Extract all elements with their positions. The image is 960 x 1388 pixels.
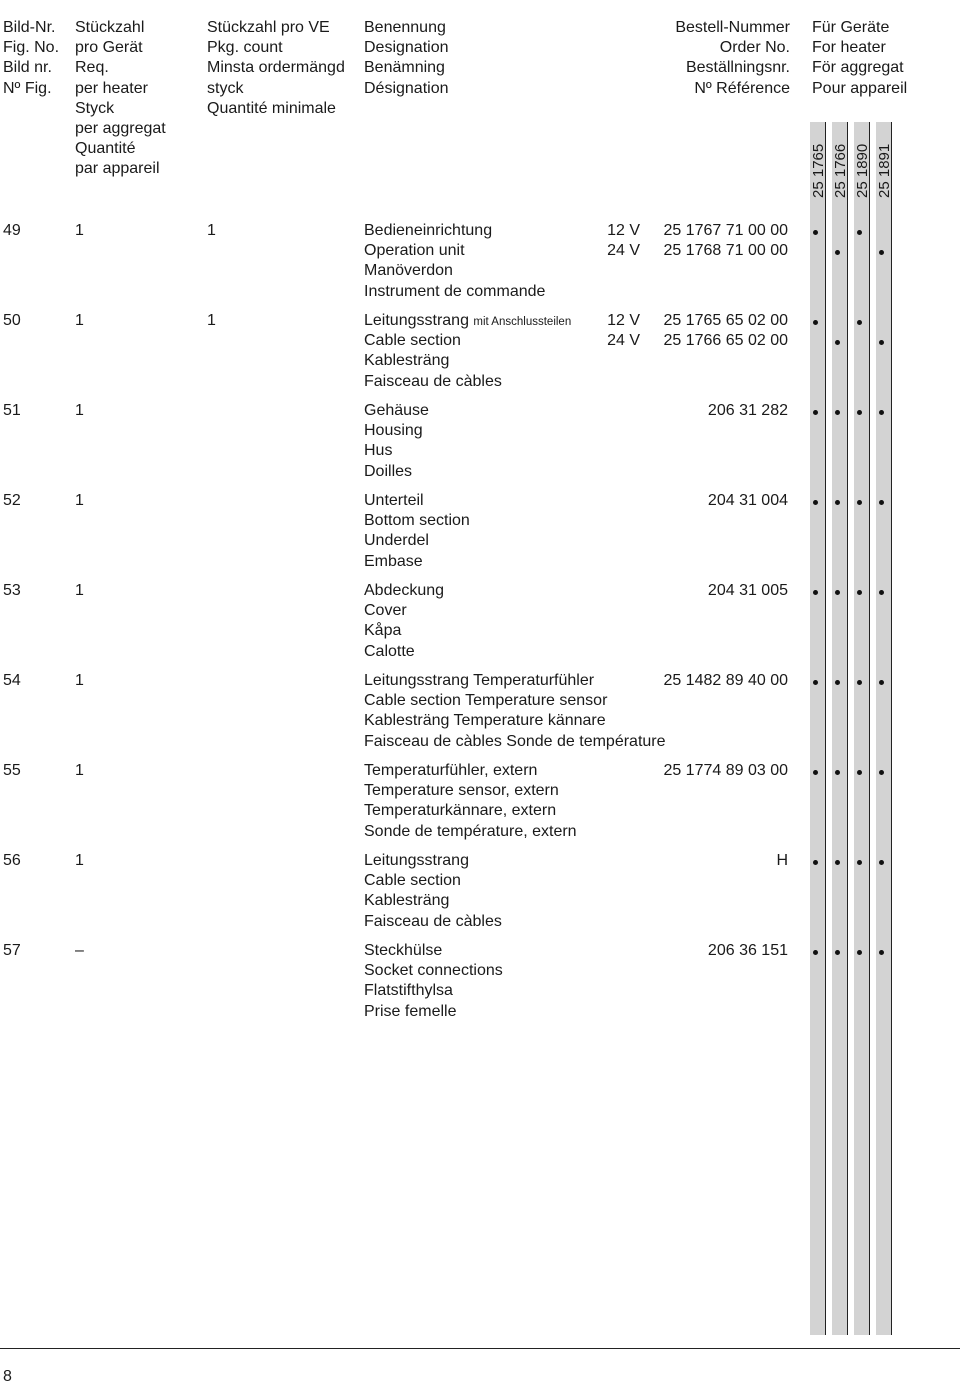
voltage: 12 V (607, 222, 640, 239)
designation-text: Faisceau de càbles (364, 372, 502, 390)
designation (364, 511, 470, 531)
designation (364, 761, 537, 781)
designation (364, 462, 412, 482)
voltage: 24 V (607, 242, 640, 260)
designation (364, 311, 571, 332)
designation-text: Leitungsstrang Temperaturfühler (364, 672, 595, 689)
designation (364, 601, 407, 621)
header-line: Bild nr. (3, 59, 52, 77)
order-number: H (776, 852, 788, 869)
designation (364, 691, 607, 711)
fit-dot (857, 680, 862, 685)
designation (364, 401, 429, 421)
header-line: par appareil (75, 160, 160, 178)
designation (364, 981, 453, 1001)
quantity: 1 (75, 492, 84, 509)
model-bar-3 (854, 122, 869, 1335)
fit-dot (835, 340, 840, 345)
designation (364, 351, 449, 371)
designation-text: Leitungsstrang (364, 312, 469, 329)
order-number: 25 1768 71 00 00 (663, 242, 788, 260)
quantity: 1 (75, 582, 84, 599)
fit-dot (813, 410, 818, 415)
fit-dot (835, 500, 840, 505)
designation (364, 421, 423, 441)
order-number: 204 31 005 (707, 582, 788, 599)
fit-dot (813, 860, 818, 865)
header-order-column (675, 18, 790, 99)
designation-text: Bedieneinrichtung (364, 222, 493, 239)
fit-dot (879, 500, 884, 505)
fit-dot (813, 500, 818, 505)
designation (364, 241, 465, 261)
fit-dot (879, 950, 884, 955)
designation (364, 372, 502, 392)
footer-divider (0, 1348, 960, 1349)
header-line: Fig. No. (3, 39, 60, 57)
designation (364, 261, 453, 281)
fit-dot (835, 770, 840, 775)
fit-dot (857, 590, 862, 595)
fit-dot (813, 320, 818, 325)
quantity: 1 (75, 672, 84, 689)
designation-text: Kablesträng (364, 892, 450, 910)
designation-text: Kablesträng (364, 352, 450, 370)
header-line: Stückzahl pro VE (207, 19, 330, 36)
model-divider (847, 122, 848, 1335)
header-line: Für Geräte (812, 19, 890, 36)
quantity: – (75, 942, 84, 959)
designation-text: Housing (364, 422, 423, 440)
fit-dot (835, 680, 840, 685)
fig-number: 52 (3, 492, 21, 509)
designation (364, 732, 666, 752)
designation-note: mit Anschlussteilen (473, 316, 572, 328)
fig-number: 55 (3, 762, 21, 779)
designation-text: Faisceau de càbles (364, 912, 502, 930)
fit-dot (835, 590, 840, 595)
designation (364, 781, 559, 801)
designation-text: Operation unit (364, 242, 465, 260)
designation (364, 581, 444, 601)
designation (364, 801, 556, 821)
designation (364, 961, 503, 981)
designation-text: Leitungsstrang (364, 852, 469, 869)
designation (364, 851, 469, 871)
fit-dot (835, 950, 840, 955)
fit-dot (813, 590, 818, 595)
header-line: Bestell-Nummer (675, 19, 790, 36)
header-line: per aggregat (75, 120, 166, 138)
designation-text: Kablesträng Temperature kännare (364, 712, 606, 730)
fig-number: 57 (3, 942, 21, 959)
order-number: 25 1774 89 03 00 (663, 762, 788, 779)
header-line: Pkg. count (207, 39, 283, 57)
header-line: For heater (812, 39, 886, 57)
designation (364, 621, 401, 641)
header-line: Minsta ordermängd (207, 59, 345, 77)
designation-text: Doilles (364, 462, 413, 480)
designation-text: Abdeckung (364, 582, 445, 599)
designation (364, 871, 461, 891)
designation (364, 221, 492, 241)
header-line: Pour appareil (812, 79, 908, 97)
header-qty-column (75, 18, 166, 180)
designation-text: Cover (364, 602, 407, 620)
designation-text: Bottom section (364, 512, 470, 530)
header-line: Nº Référence (694, 79, 790, 97)
header-line: Styck (75, 99, 115, 117)
model-label: 25 1891 (876, 143, 893, 198)
designation-text: Temperaturfühler, extern (364, 762, 538, 779)
voltage: 24 V (607, 332, 640, 350)
designation-text: Hus (364, 442, 393, 460)
designation-text: Cable section Temperature sensor (364, 692, 608, 710)
header-line: Order No. (719, 39, 790, 57)
header-line: Désignation (364, 79, 449, 97)
model-divider (825, 122, 826, 1335)
designation-text: Temperature sensor, extern (364, 782, 559, 800)
order-number: 206 36 151 (707, 942, 788, 959)
fit-dot (857, 500, 862, 505)
header-line: Nº Fig. (3, 79, 52, 97)
quantity: 1 (75, 852, 84, 869)
model-label: 25 1765 (810, 143, 827, 198)
order-number: 25 1766 65 02 00 (663, 332, 788, 350)
header-pkg-column (207, 18, 345, 119)
fit-dot (813, 230, 818, 235)
designation-text: Flatstifthylsa (364, 982, 453, 1000)
designation-text: Instrument de commande (364, 282, 546, 300)
fit-dot (813, 680, 818, 685)
designation-text: Sonde de température, extern (364, 822, 577, 840)
header-name-column (364, 18, 449, 99)
designation-text: Cable section (364, 872, 461, 890)
order-number: 204 31 004 (707, 492, 788, 509)
designation-text: Steckhülse (364, 942, 443, 959)
fit-dot (857, 950, 862, 955)
header-line: För aggregat (812, 59, 904, 77)
model-bar-1 (810, 122, 825, 1335)
header-line: Bild-Nr. (3, 19, 56, 36)
designation (364, 891, 449, 911)
designation-text: Gehäuse (364, 402, 429, 419)
model-label: 25 1766 (832, 143, 849, 198)
quantity: 1 (75, 222, 84, 239)
model-bar-2 (832, 122, 847, 1335)
fit-dot (857, 770, 862, 775)
page-number: 8 (3, 1368, 12, 1385)
header-line: Designation (364, 39, 449, 57)
order-number: 206 31 282 (707, 402, 788, 419)
fit-dot (879, 590, 884, 595)
header-fig-column (3, 18, 59, 99)
designation-text: Underdel (364, 532, 429, 550)
fit-dot (857, 320, 862, 325)
designation-text: Prise femelle (364, 1002, 457, 1020)
fig-number: 54 (3, 672, 21, 689)
designation (364, 491, 424, 511)
designation (364, 331, 461, 351)
fit-dot (813, 950, 818, 955)
fit-dot (879, 340, 884, 345)
header-line: Quantité minimale (207, 99, 336, 117)
header-line: Benämning (364, 59, 445, 77)
fit-dot (879, 860, 884, 865)
designation (364, 912, 502, 932)
fit-dot (835, 410, 840, 415)
package-count: 1 (207, 222, 216, 239)
designation-text: Unterteil (364, 492, 424, 509)
header-device-column (812, 18, 907, 99)
quantity: 1 (75, 762, 84, 779)
designation (364, 642, 415, 662)
fig-number: 49 (3, 222, 21, 239)
designation-text: Temperaturkännare, extern (364, 802, 557, 820)
designation-text: Embase (364, 552, 423, 570)
quantity: 1 (75, 402, 84, 419)
designation-text: Kåpa (364, 622, 402, 640)
designation (364, 941, 442, 961)
model-bar-4 (876, 122, 891, 1335)
fig-number: 53 (3, 582, 21, 599)
fit-dot (835, 860, 840, 865)
designation-text: Calotte (364, 642, 415, 660)
header-line: Beställningsnr. (685, 59, 790, 77)
model-label: 25 1890 (854, 143, 871, 198)
header-line: Stückzahl (75, 19, 145, 36)
header-line: Benennung (364, 19, 446, 36)
designation (364, 711, 606, 731)
designation-text: Cable section (364, 332, 461, 350)
model-divider (869, 122, 870, 1335)
designation (364, 531, 429, 551)
header-line: Quantité (75, 140, 136, 158)
designation (364, 441, 392, 461)
fit-dot (857, 230, 862, 235)
order-number: 25 1767 71 00 00 (663, 222, 788, 239)
designation-text: Socket connections (364, 962, 503, 980)
order-number: 25 1765 65 02 00 (663, 312, 788, 329)
designation (364, 1002, 456, 1022)
fit-dot (879, 770, 884, 775)
header-line: styck (207, 79, 244, 97)
quantity: 1 (75, 312, 84, 329)
designation (364, 282, 545, 302)
header-line: Req. (75, 59, 109, 77)
fit-dot (857, 860, 862, 865)
header-line: pro Gerät (75, 39, 143, 57)
header-line: per heater (75, 79, 148, 97)
designation (364, 822, 577, 842)
designation (364, 671, 594, 691)
designation-text: Manöverdon (364, 262, 453, 280)
order-number: 25 1482 89 40 00 (663, 672, 788, 689)
fig-number: 56 (3, 852, 21, 869)
fig-number: 51 (3, 402, 21, 419)
fit-dot (879, 410, 884, 415)
fig-number: 50 (3, 312, 21, 329)
fit-dot (857, 410, 862, 415)
designation (364, 552, 423, 572)
fit-dot (879, 680, 884, 685)
fit-dot (835, 250, 840, 255)
fit-dot (879, 250, 884, 255)
model-divider (891, 122, 892, 1335)
voltage: 12 V (607, 312, 640, 329)
fit-dot (813, 770, 818, 775)
package-count: 1 (207, 312, 216, 329)
designation-text: Faisceau de càbles Sonde de température (364, 732, 666, 750)
